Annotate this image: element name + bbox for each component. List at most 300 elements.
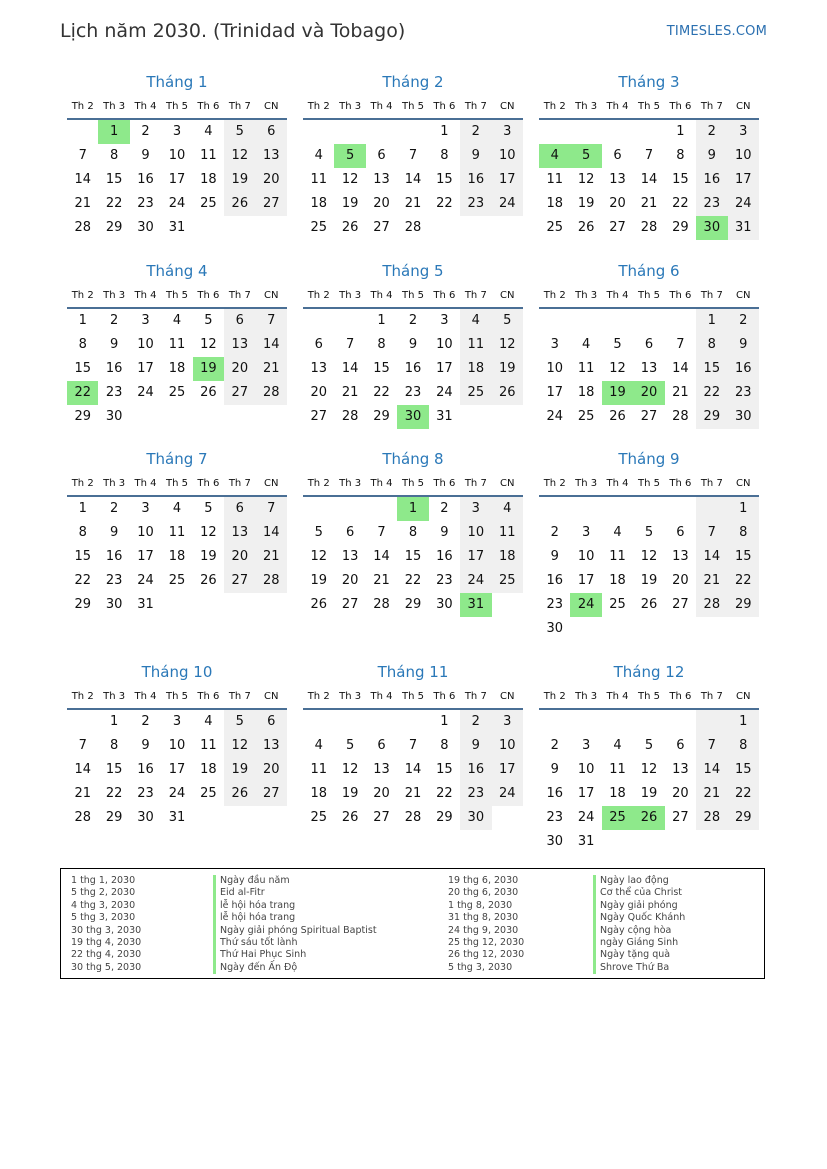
day-grid [67,710,287,830]
empty-cell [334,710,365,734]
day-cell: 1 [696,309,727,333]
month-name: Tháng 1 [146,73,208,91]
weekday-label: Th 4 [370,289,393,301]
day-cell: 15 [728,545,759,569]
weekday-label: CN [264,477,279,489]
empty-cell [366,710,397,734]
day-cell: 24 [137,573,154,588]
day-cell: 24 [137,385,154,400]
day-cell: 14 [672,361,689,376]
day-cell: 20 [310,385,327,400]
weekday-label: Th 7 [700,477,723,489]
empty-cell [570,617,601,641]
day-cell: 22 [105,786,123,801]
day-cell: 28 [640,220,658,235]
legend-date: 19 thg 4, 2030 [71,936,142,948]
day-cell: 2 [550,525,559,540]
day-cell: 25 [492,569,523,593]
weekday-label: Th 3 [575,477,598,489]
holiday-day: 31 [460,593,491,617]
day-cell: 24 [577,810,595,825]
legend-holiday-name: Cơ thể của Christ [593,887,685,899]
empty-cell [492,405,523,429]
day-cell: 22 [436,786,453,801]
site-link[interactable]: TIMESLES.COM [666,24,767,39]
day-cell: 5 [314,525,323,540]
legend-holiday-name: Ngày đầu năm [213,875,377,887]
holiday-day: 5 [334,144,365,168]
weekday-label: Th 6 [197,477,220,489]
empty-cell [256,806,287,830]
day-cell: 22 [74,573,91,588]
day-cell: 16 [546,786,563,801]
day-cell: 8 [696,333,727,357]
day-cell: 13 [256,144,287,168]
day-cell: 16 [696,168,727,192]
empty-cell [696,617,727,641]
weekday-label: Th 6 [197,100,220,112]
weekday-label: Th 5 [165,690,188,702]
day-cell: 8 [78,337,87,352]
month-name: Tháng 7 [146,450,208,468]
day-cell: 1 [440,124,449,139]
day-cell: 25 [168,573,186,588]
day-grid [67,120,287,240]
weekday-label: Th 4 [370,100,393,112]
day-cell: 31 [137,597,154,612]
day-cell: 8 [377,337,386,352]
day-cell: 4 [204,714,213,729]
day-cell: 22 [728,782,759,806]
day-cell: 12 [310,549,327,564]
day-cell: 16 [728,357,759,381]
day-cell: 19 [310,573,327,588]
day-cell: 1 [377,313,386,328]
empty-cell [256,405,287,429]
day-cell: 13 [310,361,327,376]
day-cell: 11 [492,521,523,545]
weekday-header [539,684,759,710]
day-cell: 11 [546,172,563,187]
day-cell: 13 [256,734,287,758]
day-cell: 4 [314,148,323,163]
legend-date: 31 thg 8, 2030 [448,912,519,924]
day-cell: 11 [609,762,626,777]
day-cell: 6 [676,525,685,540]
day-cell: 12 [224,144,255,168]
day-cell: 1 [78,313,87,328]
empty-cell [460,405,491,429]
weekday-header [67,94,287,120]
weekday-label: Th 5 [637,690,660,702]
empty-cell [602,309,633,333]
legend-date: 20 thg 6, 2030 [448,887,519,899]
weekday-label: Th 7 [464,100,487,112]
day-cell: 7 [696,521,727,545]
day-cell: 17 [137,549,154,564]
day-cell: 4 [172,313,182,328]
day-cell: 2 [109,501,119,516]
empty-cell [334,309,365,333]
day-cell: 1 [728,710,759,734]
day-cell: 7 [256,497,287,521]
empty-cell [492,593,523,617]
day-cell: 27 [224,381,255,405]
day-cell: 9 [460,734,491,758]
month-name: Tháng 10 [141,663,213,681]
day-grid [303,710,523,830]
day-cell: 3 [141,313,150,328]
day-cell: 14 [640,172,658,187]
weekday-header [539,94,759,120]
legend-date: 1 thg 1, 2030 [71,875,136,886]
day-cell: 11 [168,525,186,540]
empty-cell [696,830,727,854]
day-cell: 30 [728,405,759,429]
empty-cell [602,497,633,521]
legend-date: 25 thg 12, 2030 [448,936,525,948]
day-cell: 25 [577,409,595,424]
day-cell: 17 [168,762,186,777]
day-cell: 27 [310,409,327,424]
day-cell: 8 [728,734,759,758]
month-name: Tháng 6 [618,262,680,280]
day-cell: 10 [577,762,595,777]
empty-cell [224,216,255,240]
day-cell: 27 [640,409,658,424]
day-cell: 15 [436,762,453,777]
day-cell: 6 [224,309,255,333]
day-cell: 28 [74,810,91,825]
day-cell: 30 [546,621,563,636]
weekday-header [303,684,523,710]
day-cell: 4 [460,309,491,333]
weekday-label: Th 4 [606,289,629,301]
day-cell: 22 [373,385,390,400]
weekday-label: CN [500,289,515,301]
empty-cell [602,617,633,641]
day-cell: 24 [546,409,563,424]
day-cell: 23 [404,385,422,400]
legend-holiday-name: Shrove Thứ Ba [593,962,685,974]
empty-cell [696,497,727,521]
day-cell: 25 [609,597,626,612]
day-cell: 12 [609,361,626,376]
day-cell: 11 [609,549,626,564]
day-cell: 4 [613,738,622,753]
day-cell: 4 [172,501,182,516]
day-cell: 10 [137,337,154,352]
day-cell: 16 [105,361,123,376]
day-cell: 23 [105,573,123,588]
weekday-label: CN [500,100,515,112]
day-grid [539,710,759,854]
empty-cell [224,593,255,617]
day-cell: 13 [672,762,689,777]
day-cell: 12 [640,762,658,777]
day-cell: 6 [644,337,654,352]
weekday-label: Th 2 [543,289,566,301]
weekday-header [67,471,287,497]
day-cell: 24 [460,569,491,593]
empty-cell [193,806,224,830]
weekday-label: Th 2 [71,289,94,301]
day-cell: 16 [105,549,123,564]
day-cell: 30 [105,597,123,612]
day-cell: 11 [460,333,491,357]
day-cell: 31 [168,810,186,825]
day-cell: 27 [256,192,287,216]
weekday-label: CN [736,477,751,489]
weekday-label: Th 6 [669,289,692,301]
day-cell: 23 [728,381,759,405]
weekday-header [67,283,287,309]
day-grid [539,120,759,240]
day-grid [67,309,287,429]
day-cell: 26 [609,409,626,424]
weekday-label: Th 6 [433,289,456,301]
day-cell: 3 [581,738,591,753]
day-cell: 2 [728,309,759,333]
month-calendar [303,662,523,830]
weekday-label: Th 7 [228,690,251,702]
empty-cell [256,216,287,240]
legend-date: 30 thg 5, 2030 [71,961,142,973]
day-cell: 31 [728,216,759,240]
empty-cell [492,216,523,240]
day-cell: 28 [404,220,422,235]
day-cell: 29 [728,593,759,617]
day-cell: 18 [546,196,563,211]
day-cell: 2 [696,120,727,144]
day-cell: 3 [172,124,182,139]
day-cell: 4 [581,337,591,352]
holiday-day: 30 [696,216,727,240]
legend-date: 5 thg 3, 2030 [71,912,136,924]
weekday-label: Th 3 [575,690,598,702]
day-cell: 30 [436,597,453,612]
day-cell: 9 [141,148,150,163]
day-cell: 21 [341,385,359,400]
day-cell: 21 [696,782,727,806]
day-cell: 27 [609,220,626,235]
day-cell: 29 [728,806,759,830]
day-cell: 26 [640,597,658,612]
day-cell: 18 [609,573,626,588]
weekday-label: CN [264,289,279,301]
day-cell: 20 [224,357,255,381]
holiday-day: 24 [570,593,601,617]
day-cell: 15 [728,758,759,782]
day-cell: 6 [377,738,386,753]
day-cell: 14 [256,333,287,357]
legend-date: 5 thg 3, 2030 [448,961,513,973]
page-title: Lịch năm 2030. (Trinidad và Tobago) [60,20,406,42]
day-cell: 8 [109,738,119,753]
holiday-day: 30 [397,405,428,429]
day-cell: 11 [200,148,217,163]
day-cell: 17 [492,758,523,782]
day-cell: 10 [168,148,186,163]
day-cell: 21 [256,545,287,569]
day-cell: 26 [492,381,523,405]
day-cell: 29 [74,409,91,424]
day-cell: 24 [492,782,523,806]
day-cell: 18 [200,172,217,187]
legend-date: 26 thg 12, 2030 [448,949,525,961]
day-cell: 20 [373,786,390,801]
day-cell: 13 [609,172,626,187]
day-cell: 3 [492,710,523,734]
legend-date: 1 thg 8, 2030 [448,899,513,911]
legend-names-right [593,875,685,974]
weekday-label: Th 6 [433,690,456,702]
day-cell: 25 [310,810,327,825]
month-name: Tháng 9 [618,450,680,468]
day-cell: 3 [172,714,182,729]
day-cell: 9 [696,144,727,168]
weekday-label: Th 6 [433,477,456,489]
empty-cell [397,710,428,734]
weekday-label: Th 4 [134,289,157,301]
day-cell: 10 [436,337,453,352]
day-cell: 9 [550,762,559,777]
empty-cell [665,617,696,641]
day-cell: 7 [377,525,386,540]
day-cell: 22 [696,381,727,405]
month-calendar [539,261,759,429]
day-cell: 18 [168,549,186,564]
legend-date: 24 thg 9, 2030 [448,924,519,936]
legend-holiday-name: Ngày giải phóng [593,900,685,912]
day-cell: 26 [200,385,217,400]
day-cell: 26 [577,220,595,235]
month-calendar [303,261,523,429]
day-cell: 23 [546,810,563,825]
weekday-label: Th 3 [103,289,126,301]
day-cell: 21 [696,569,727,593]
legend-holiday-name: Ngày lao động [593,875,685,887]
empty-cell [633,617,664,641]
day-cell: 5 [204,313,213,328]
day-cell: 7 [345,337,355,352]
day-cell: 14 [404,762,422,777]
day-cell: 14 [74,762,91,777]
month-name: Tháng 12 [613,663,685,681]
weekday-label: Th 4 [370,690,393,702]
empty-cell [429,216,460,240]
weekday-label: Th 5 [401,100,424,112]
weekday-label: CN [264,690,279,702]
day-cell: 24 [168,786,186,801]
legend-holiday-name: Thứ Hai Phục Sinh [213,949,377,961]
weekday-label: Th 7 [700,289,723,301]
day-grid [539,309,759,429]
empty-cell [303,710,334,734]
day-cell: 19 [341,196,359,211]
day-cell: 3 [460,497,491,521]
day-cell: 3 [581,525,591,540]
weekday-label: Th 7 [700,690,723,702]
day-cell: 10 [546,361,563,376]
day-cell: 5 [204,501,213,516]
day-cell: 27 [373,810,390,825]
day-cell: 15 [436,172,453,187]
legend-date: 22 thg 4, 2030 [71,949,142,961]
legend-holiday-name: Ngày giải phóng Spiritual Baptist [213,925,377,937]
day-cell: 7 [676,337,685,352]
day-cell: 27 [224,569,255,593]
day-cell: 14 [696,545,727,569]
weekday-label: Th 4 [134,477,157,489]
day-cell: 25 [310,220,327,235]
day-cell: 23 [460,192,491,216]
weekday-label: Th 2 [307,477,330,489]
day-cell: 2 [440,501,449,516]
day-cell: 17 [137,361,154,376]
day-cell: 30 [137,810,154,825]
empty-cell [193,593,224,617]
day-cell: 13 [341,549,359,564]
holiday-day: 22 [67,381,98,405]
day-cell: 22 [404,573,422,588]
day-cell: 21 [640,196,658,211]
day-cell: 6 [377,148,386,163]
day-cell: 6 [676,738,685,753]
day-cell: 26 [341,220,359,235]
empty-cell [728,830,759,854]
day-cell: 4 [314,738,323,753]
day-cell: 3 [440,313,449,328]
day-cell: 29 [672,220,689,235]
day-cell: 18 [460,357,491,381]
weekday-label: Th 4 [134,690,157,702]
day-cell: 29 [105,810,123,825]
weekday-label: CN [736,289,751,301]
day-cell: 22 [728,569,759,593]
day-cell: 4 [204,124,213,139]
day-cell: 9 [460,144,491,168]
day-cell: 5 [224,120,255,144]
day-cell: 31 [168,220,186,235]
day-grid [67,497,287,617]
weekday-label: Th 7 [464,690,487,702]
empty-cell [665,309,696,333]
empty-cell [224,405,255,429]
day-cell: 5 [345,738,355,753]
empty-cell [67,120,98,144]
legend-dates-right [448,875,524,974]
weekday-label: Th 4 [606,100,629,112]
day-cell: 24 [168,196,186,211]
day-cell: 13 [373,172,390,187]
weekday-label: Th 4 [134,100,157,112]
day-cell: 10 [577,549,595,564]
legend-holiday-name: Eid al-Fitr [213,887,377,899]
month-calendar [303,72,523,240]
day-cell: 4 [613,525,622,540]
weekday-label: Th 3 [339,477,362,489]
day-cell: 25 [200,786,217,801]
day-cell: 27 [373,220,390,235]
day-cell: 21 [404,786,422,801]
day-cell: 8 [728,521,759,545]
day-cell: 14 [404,172,422,187]
day-cell: 3 [728,120,759,144]
holiday-day: 26 [633,806,664,830]
weekday-label: Th 5 [165,289,188,301]
day-cell: 12 [341,762,359,777]
